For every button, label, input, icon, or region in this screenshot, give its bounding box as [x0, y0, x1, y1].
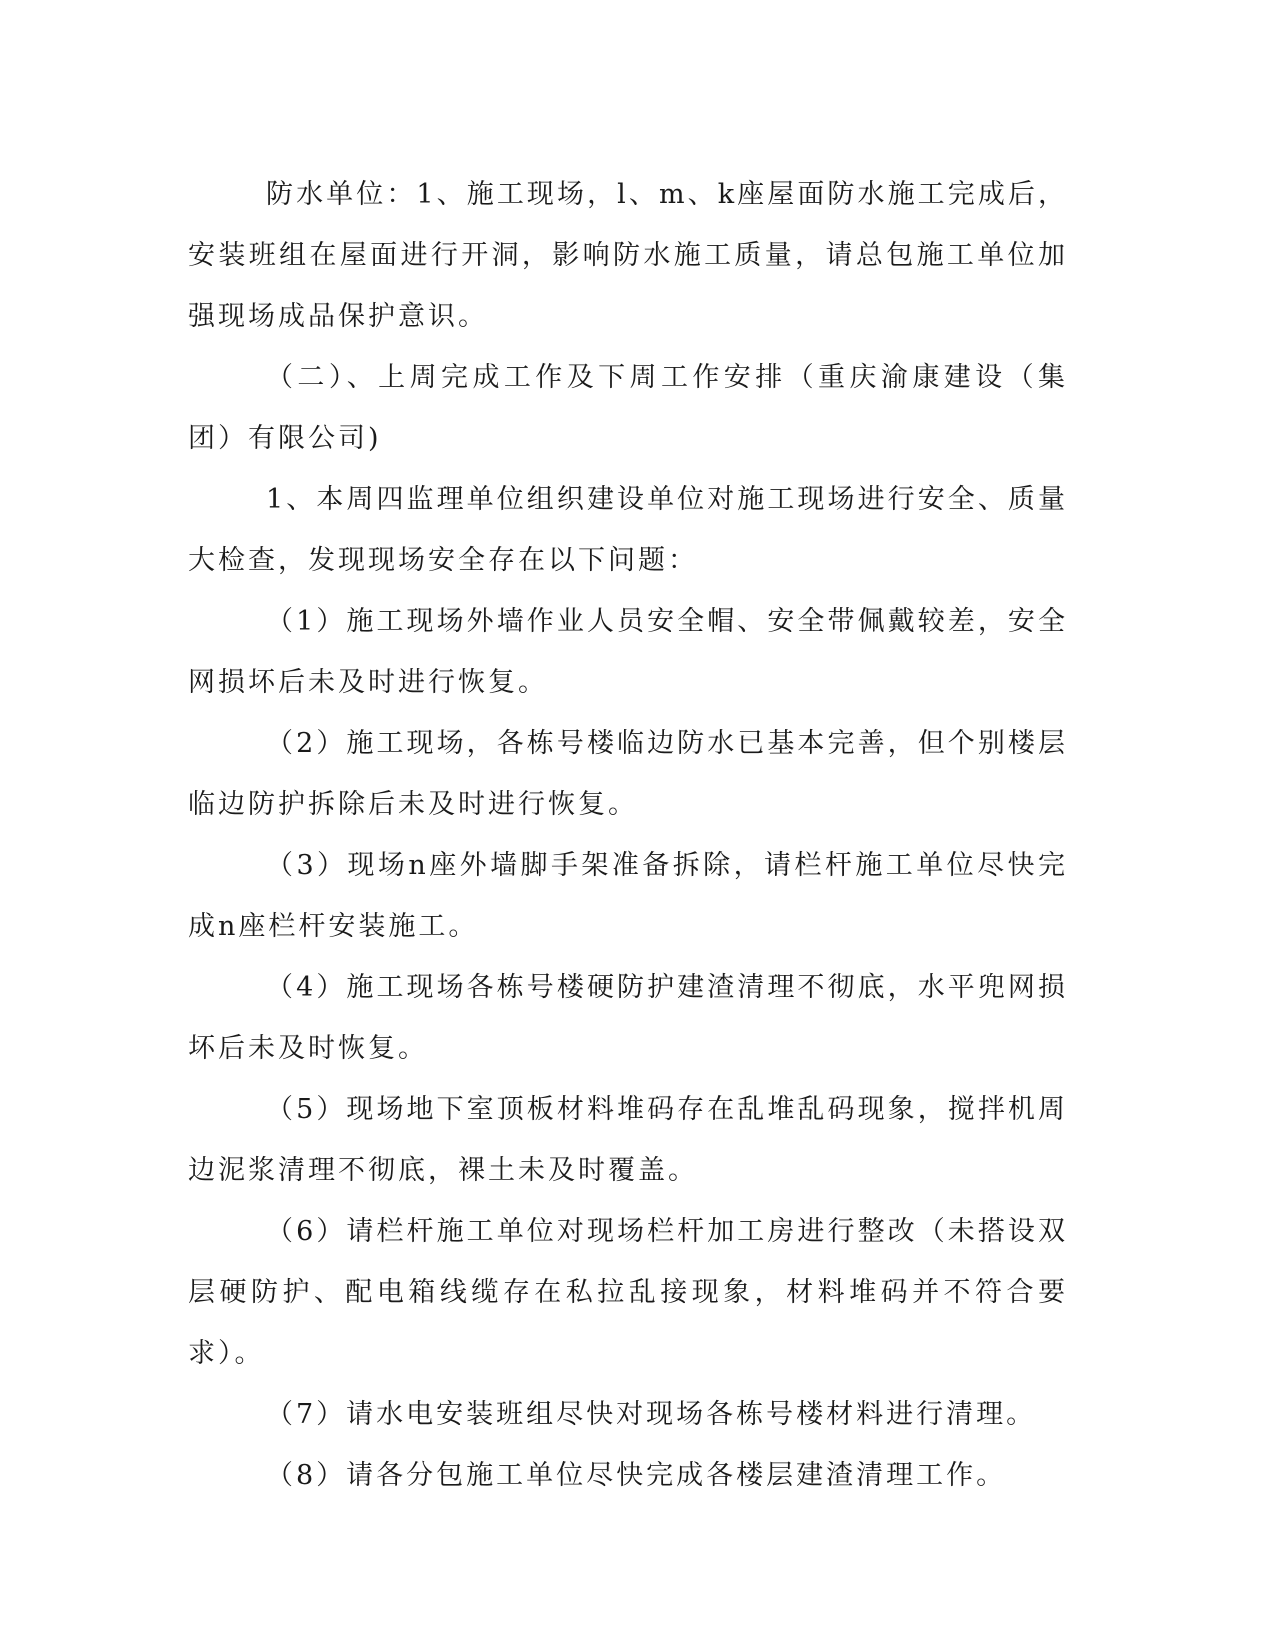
paragraph-inspection-intro: 1、本周四监理单位组织建设单位对施工现场进行安全、质量大检查，发现现场安全存在以下问题： — [188, 484, 1068, 576]
paragraph-issue-8: （8）请各分包施工单位尽快完成各楼层建渣清理工作。 — [266, 1460, 1007, 1491]
paragraph-issue-1: （1）施工现场外墙作业人员安全帽、安全带佩戴较差，安全网损坏后未及时进行恢复。 — [188, 606, 1068, 698]
paragraph-issue-5: （5）现场地下室顶板材料堆码存在乱堆乱码现象，搅拌机周边泥浆清理不彻底，裸土未及时覆盖。 — [188, 1094, 1068, 1186]
paragraph-issue-2: （2）施工现场，各栋号楼临边防水已基本完善，但个别楼层临边防护拆除后未及时进行恢复。 — [188, 728, 1068, 820]
document-body — [188, 164, 1068, 1506]
paragraph-issue-3: （3）现场n座外墙脚手架准备拆除，请栏杆施工单位尽快完成n座栏杆安装施工。 — [188, 850, 1068, 942]
paragraph-issue-6: （6）请栏杆施工单位对现场栏杆加工房进行整改（未搭设双层硬防护、配电箱线缆存在私拉乱接现象，材料堆码并不符合要求）。 — [188, 1216, 1068, 1369]
paragraph-waterproof-unit: 防水单位：1、施工现场，l、m、k座屋面防水施工完成后，安装班组在屋面进行开洞，影响防水施工质量，请总包施工单位加强现场成品保护意识。 — [188, 179, 1068, 332]
paragraph-section-two-heading: （二）、上周完成工作及下周工作安排（重庆渝康建设（集团）有限公司) — [188, 362, 1068, 454]
paragraph-issue-7: （7）请水电安装班组尽快对现场各栋号楼材料进行清理。 — [266, 1399, 1037, 1430]
paragraph-issue-4: （4）施工现场各栋号楼硬防护建渣清理不彻底，水平兜网损坏后未及时恢复。 — [188, 972, 1068, 1064]
